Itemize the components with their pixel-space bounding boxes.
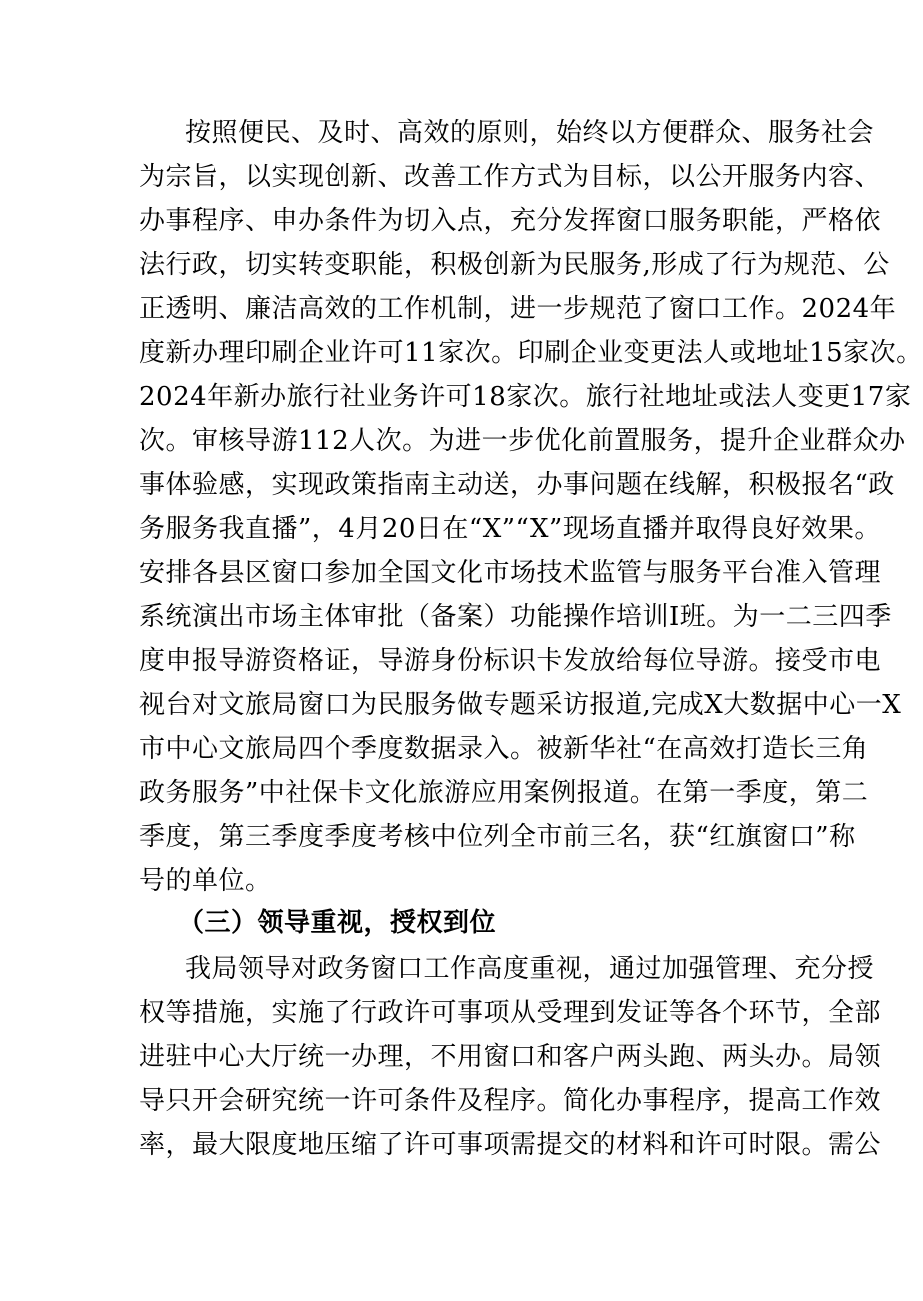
paragraph-1-line-7: 2024年新办旅行社业务许可18家次。旅行社地址或法人变更17家 xyxy=(139,382,912,412)
paragraph-1-line-16: 政务服务”中社保卡文化旅游应用案例报道。在第一季度，第二 xyxy=(139,778,869,808)
paragraph-1-line-17: 季度，第三季度季度考核中位列全市前三名，获“红旗窗口”称 xyxy=(139,822,856,852)
section-heading: （三）领导重视，授权到位 xyxy=(178,908,497,938)
paragraph-1-line-18: 号的单位。 xyxy=(139,866,272,896)
paragraph-1-line-4: 法行政，切实转变职能，积极创新为民服务,形成了行为规范、公 xyxy=(139,250,890,280)
paragraph-1-line-8: 次。审核导游112人次。为进一步优化前置服务，提升企业群众办 xyxy=(139,426,906,456)
paragraph-1-line-9: 事体验感，实现政策指南主动送，办事问题在线解，积极报名“政 xyxy=(139,470,895,500)
paragraph-1-line-6: 度新办理印刷企业许可11家次。印刷企业变更法人或地址15家次。 xyxy=(139,338,923,368)
paragraph-1-line-3: 办事程序、申办条件为切入点，充分发挥窗口服务职能，严格依 xyxy=(139,206,882,236)
paragraph-2-line-5: 率，最大限度地压缩了许可事项需提交的材料和许可时限。需公 xyxy=(139,1130,882,1160)
paragraph-1-line-2: 为宗旨，以实现创新、改善工作方式为目标，以公开服务内容、 xyxy=(139,162,882,192)
paragraph-1-line-11: 安排各县区窗口参加全国文化市场技术监管与服务平台准入管理 xyxy=(139,558,882,588)
paragraph-1-line-10: 务服务我直播”，4月20日在“X”“X”现场直播并取得良好效果。 xyxy=(139,514,881,544)
paragraph-2-line-1: 我局领导对政务窗口工作高度重视，通过加强管理、充分授 xyxy=(185,954,875,984)
paragraph-1-line-15: 市中心文旅局四个季度数据录入。被新华社“在高效打造长三角 xyxy=(139,734,869,764)
paragraph-1-line-12: 系统演出市场主体审批（备案）功能操作培训I班。为一二三四季 xyxy=(139,602,892,632)
paragraph-2-line-2: 权等措施，实施了行政许可事项从受理到发证等各个环节，全部 xyxy=(139,998,882,1028)
paragraph-1-line-5: 正透明、廉洁高效的工作机制，进一步规范了窗口工作。2024年 xyxy=(139,294,897,324)
paragraph-1-line-13: 度申报导游资格证，导游身份标识卡发放给每位导游。接受市电 xyxy=(139,646,882,676)
paragraph-1-line-1: 按照便民、及时、高效的原则，始终以方便群众、服务社会 xyxy=(185,118,875,148)
paragraph-2-line-3: 进驻中心大厅统一办理，不用窗口和客户两头跑、两头办。局领 xyxy=(139,1042,882,1072)
paragraph-2-line-4: 导只开会研究统一许可条件及程序。简化办事程序，提高工作效 xyxy=(139,1086,882,1116)
paragraph-1-line-14: 视台对文旅局窗口为民服务做专题采访报道,完成X大数据中心一X xyxy=(139,690,902,720)
